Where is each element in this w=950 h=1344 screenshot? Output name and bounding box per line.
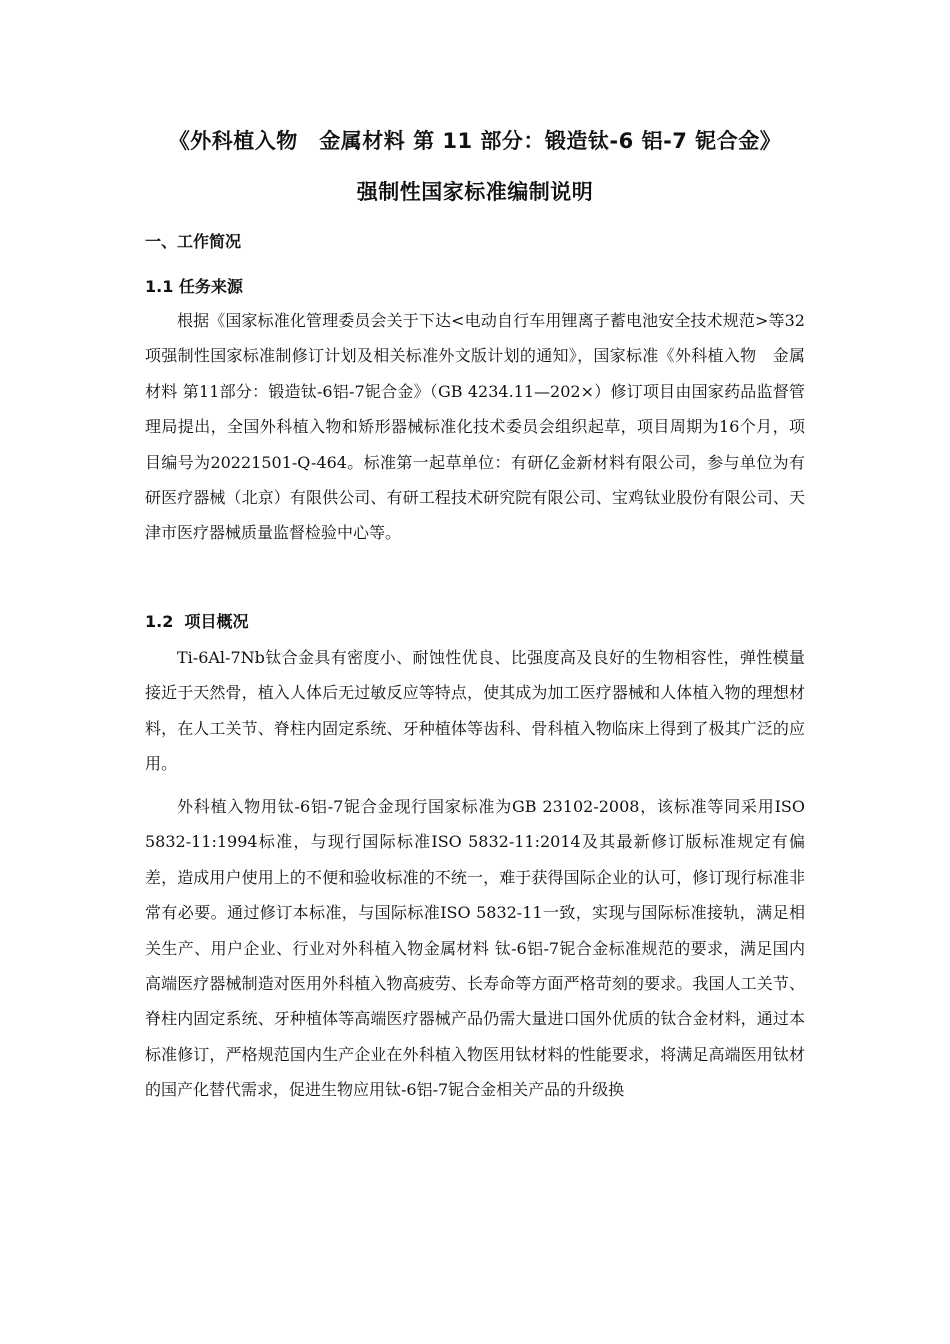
section-heading-work-overview: 一、工作简况 bbox=[145, 232, 242, 251]
paragraph-task-source: 根据《国家标准化管理委员会关于下达<电动自行车用锂离子蓄电池安全技术规范>等32项强制性国家标准制修订计划及相关标准外文版计划的通知》，国家标准《外科植入物 金属材料 第11部分：锻造钛-6铝-7铌合金》（GB 4234.11—202×）修订项目由国家药品监督管理局提出，全国外科植入物和矫形器械标准化技术委员会组织起草，项目周期为16个月，项目编号为20221501-Q-464。标准第一起草单位：有研亿金新材料有限公司，参与单位为有研医疗器械（北京）有限供公司、有研工程技术研究院有限公司、宝鸡钛业股份有限公司、天津市医疗器械质量监督检验中心等。 bbox=[145, 311, 805, 543]
subsection-heading-task-source: 1.1 任务来源 bbox=[145, 277, 243, 296]
paragraph-standard-revision: 外科植入物用钛-6铝-7铌合金现行国家标准为GB 23102-2008，该标准等同采用ISO 5832-11:1994标准，与现行国际标准ISO 5832-11:2014及其最新修订版标准规定有偏差，造成用户使用上的不便和验收标准的不统一，难于获得国际企业的认可，修订现行标准非常有必要。通过修订本标准，与国际标准ISO 5832-11一致，实现与国际标准接轨，满足相关生产、用户企业、行业对外科植入物金属材料 钛-6铝-7铌合金标准规范的要求，满足国内高端医疗器械制造对医用外科植入物高疲劳、长寿命等方面严格苛刻的要求。我国人工关节、脊柱内固定系统、牙种植体等高端医疗器械产品仍需大量进口国外优质的钛合金材料，通过本标准修订，严格规范国内生产企业在外科植入物医用钛材料的性能要求，将满足高端医用钛材的国产化替代需求，促进生物应用钛-6铝-7铌合金相关产品的升级换 bbox=[145, 797, 805, 1100]
document-title: 《外科植入物 金属材料 第 11 部分：锻造钛-6 铝-7 铌合金》 bbox=[168, 129, 782, 153]
paragraph-alloy-properties: Ti-6Al-7Nb钛合金具有密度小、耐蚀性优良、比强度高及良好的生物相容性，弹性模量接近于天然骨，植入人体后无过敏反应等特点，使其成为加工医疗器械和人体植入物的理想材料，在人工关节、脊柱内固定系统、牙种植体等齿科、骨科植入物临床上得到了极其广泛的应用。 bbox=[145, 648, 805, 774]
subsection-heading-project-overview: 1.2 项目概况 bbox=[145, 612, 249, 631]
document-subtitle: 强制性国家标准编制说明 bbox=[356, 180, 594, 204]
